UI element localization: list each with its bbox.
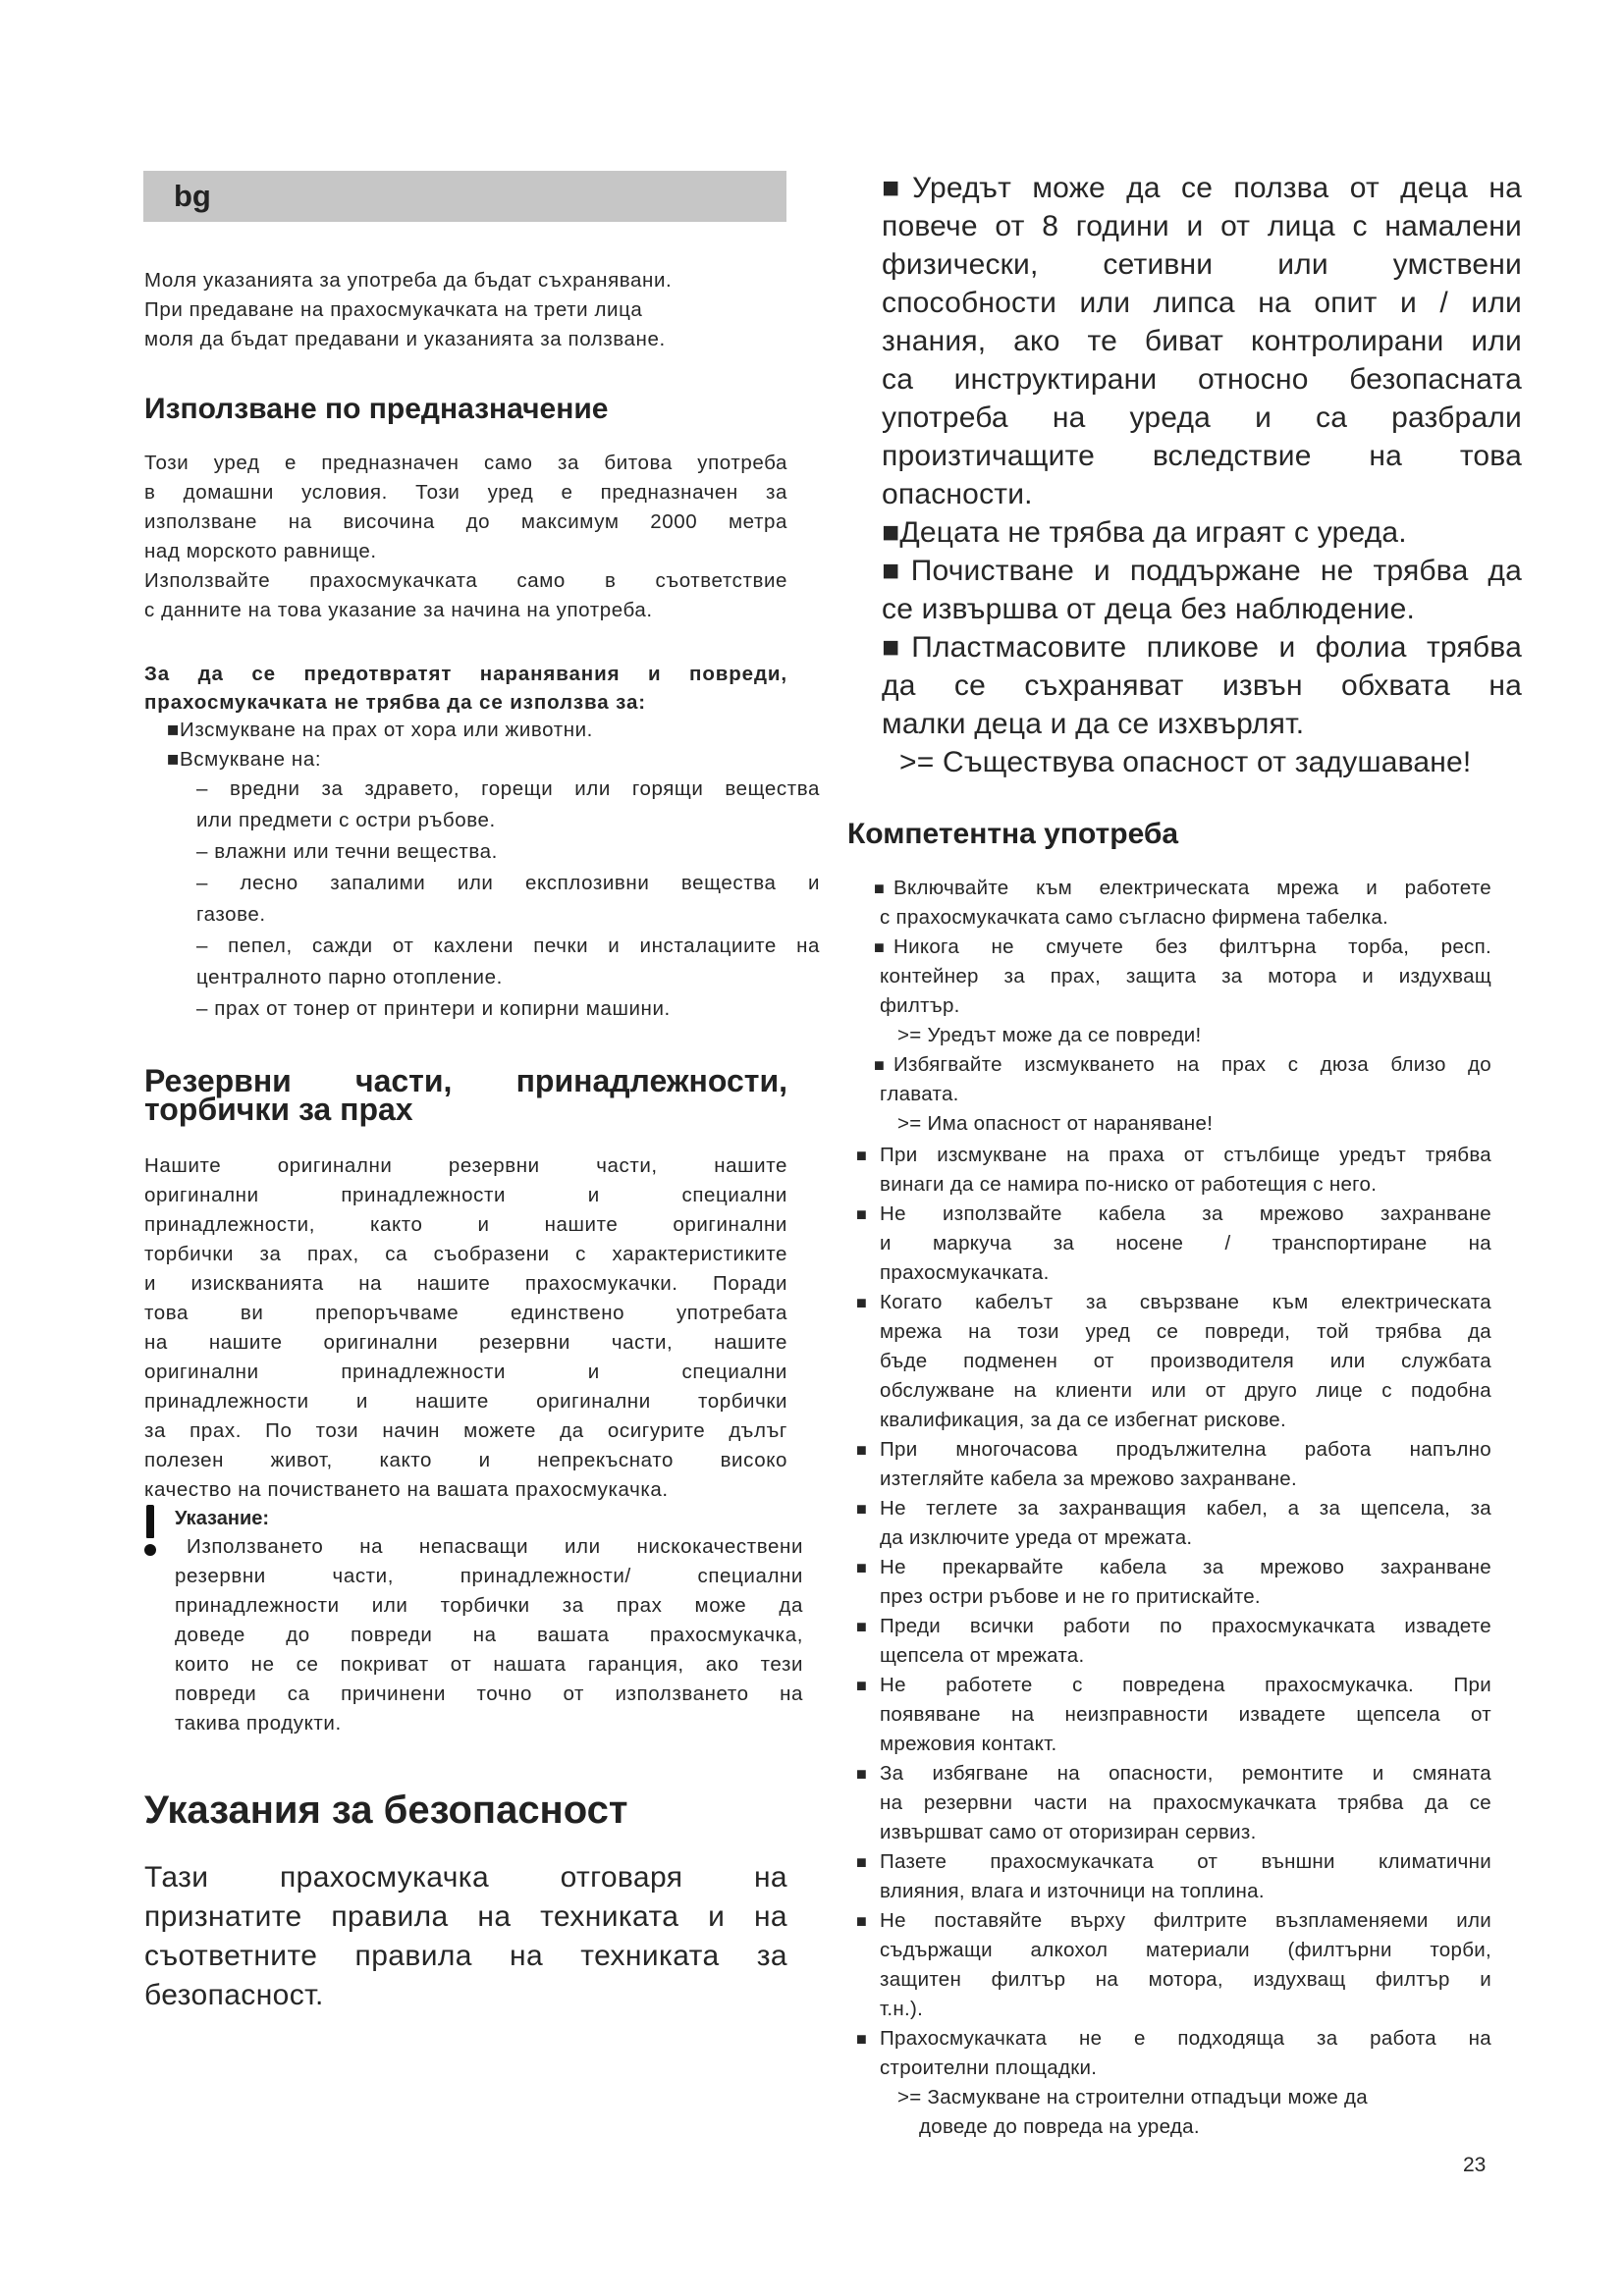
paragraph <box>882 552 1522 628</box>
text-line: мрежовия контакт. <box>880 1733 1057 1755</box>
text-line: такива продукти. <box>175 1712 342 1735</box>
text-line: Включвайте към електрическата мрежа и работете <box>893 877 1491 899</box>
paragraph <box>196 774 820 836</box>
text-line: принадлежности, както и нашите оригинални <box>144 1213 787 1236</box>
bullet-icon: ■ <box>856 2029 868 2049</box>
list-item <box>856 1553 1491 1612</box>
text-line: ■Уредът може да се ползва от деца на <box>882 172 1522 204</box>
text-line: оригинални принадлежности и специални <box>144 1361 787 1383</box>
list-item <box>874 933 1491 1021</box>
text-line: торбички за прах <box>144 1092 413 1127</box>
paragraph <box>144 1858 787 2015</box>
text-line: или предмети с остри ръбове. <box>196 809 496 831</box>
text-line: признатите правила на техниката и на <box>144 1900 787 1933</box>
text-line: винаги да се намира по-ниско от работещия с него. <box>880 1173 1378 1196</box>
bullet-icon: ■ <box>856 1558 868 1577</box>
text-line: ■Почистване и поддържане не трябва да <box>882 555 1522 587</box>
text-line: филтър. <box>880 994 960 1017</box>
competent-use-list-a <box>874 874 1491 1139</box>
text-line: За да се предотвратят наранявания и повреди, <box>144 663 787 685</box>
text-line: – прах от тонер от принтери и копирни машини. <box>196 997 671 1020</box>
list-item <box>856 1288 1491 1435</box>
intended-use-text <box>144 449 787 625</box>
text-line: способности или липса на опит и / или <box>882 287 1522 319</box>
text-line: – вредни за здравето, горещи или горящи вещества <box>196 777 820 800</box>
spare-parts-text <box>144 1151 787 1505</box>
children-safety-list <box>882 169 1522 781</box>
text-line: ■Всмукване на: <box>167 748 322 771</box>
text-line: малки деца и да се изхвърлят. <box>882 708 1305 740</box>
text-line: използване на височина до максимум 2000 метра <box>144 510 787 533</box>
list-item <box>856 1906 1491 2024</box>
text-line: Не използвайте кабела за мрежово захранване <box>880 1202 1491 1225</box>
language-tab <box>143 171 786 222</box>
language-code: bg <box>174 179 211 213</box>
list-item <box>856 2024 1491 2083</box>
text-line: – пепел, сажди от кахлени печки и инсталациите на <box>196 934 820 957</box>
text-line: При многочасова продължителна работа напълно <box>880 1438 1491 1461</box>
page-number: 23 <box>1463 2154 1487 2176</box>
prohibited-substances-list <box>196 774 820 1025</box>
text-line: съответните правила на техниката за <box>144 1940 787 1972</box>
text-line: Не теглете за захранващия кабел, а за щепсела, за <box>880 1497 1491 1520</box>
list-item <box>856 1494 1491 1553</box>
heading-safety: Указания за безопасност <box>144 1789 628 1832</box>
text-line: употреба на уреда и са разбрали <box>882 401 1522 434</box>
text-line: защитен филтър на мотора, издухващ филтър и <box>880 1968 1491 1991</box>
paragraph <box>882 513 1522 552</box>
text-line: които не се покриват от нашата гаранция, ако тези <box>175 1653 803 1676</box>
text-line: Не прекарвайте кабела за мрежово захранване <box>880 1556 1491 1578</box>
text-line: физически, сетивни или умствени <box>882 248 1522 281</box>
paragraph <box>144 566 787 625</box>
text-line: >= Съществува опасност от задушаване! <box>899 746 1472 778</box>
text-line: резервни части, принадлежности/ специални <box>175 1565 803 1587</box>
text-line: съдържащи алкохол материали (филтърни торби, <box>880 1939 1491 1961</box>
list-item <box>856 1612 1491 1671</box>
text-line: произтичащите вследствие на това <box>882 440 1522 472</box>
text-line: При предаване на прахосмукачката на трети лица <box>144 298 643 321</box>
text-line: принадлежности или торбички за прах може да <box>175 1594 803 1617</box>
bullet-icon: ■ <box>856 1852 868 1872</box>
bullet-icon: ■ <box>856 1764 868 1784</box>
text-line: за прах. По този начин можете да осигурите дълъг <box>144 1419 787 1442</box>
text-line: в домашни условия. Този уред е предназначен за <box>144 481 787 504</box>
bullet-icon: ■ <box>856 1146 868 1165</box>
paragraph <box>196 868 820 931</box>
text-line: т.н.). <box>880 1998 924 2020</box>
paragraph <box>144 1063 787 1127</box>
warning-note <box>880 1109 1491 1139</box>
text-line: полезен живот, както и непрекъснато високо <box>144 1449 787 1471</box>
list-item <box>856 1671 1491 1759</box>
text-line: >= Уредът може да се повреди! <box>897 1024 1202 1046</box>
list-item <box>856 1759 1491 1847</box>
text-line: влияния, влага и източници на топлина. <box>880 1880 1265 1902</box>
paragraph <box>144 295 787 325</box>
text-line: Не работете с повредена прахосмукачка. При <box>880 1674 1491 1696</box>
list-item <box>856 1847 1491 1906</box>
safety-intro-text <box>144 1858 787 2015</box>
text-line: принадлежности и нашите оригинални торбички <box>144 1390 787 1413</box>
list-item <box>856 1435 1491 1494</box>
bullet-icon: ■ <box>856 1676 868 1695</box>
text-line: безопасност. <box>144 1979 324 2011</box>
text-line: Резервни части, принадлежности, <box>144 1063 787 1098</box>
prohibited-use-list <box>167 716 785 774</box>
text-line: Когато кабелът за свързване към електрическата <box>880 1291 1491 1313</box>
text-line: над морското равнище. <box>144 540 377 562</box>
text-line: Избягвайте изсмукването на прах с дюза близо до <box>893 1053 1491 1076</box>
text-line: изтегляйте кабела за мрежово захранване. <box>880 1468 1298 1490</box>
text-line: знания, ако те биват контролирани или <box>882 325 1522 357</box>
prohibited-use-heading <box>144 660 787 717</box>
text-line: Използвайте прахосмукачката само в съответствие <box>144 569 787 592</box>
text-line: щепсела от мрежата. <box>880 1644 1085 1667</box>
paragraph <box>144 1151 787 1505</box>
text-line: моля да бъдат предавани и указанията за ползване. <box>144 328 666 350</box>
note-heading: Указание: <box>175 1508 270 1529</box>
text-line: и маркуча за носене / транспортиране на <box>880 1232 1491 1255</box>
warning-note <box>882 743 1522 781</box>
bullet-icon: ■ <box>856 1911 868 1931</box>
text-line: с данните на това указание за начина на употреба. <box>144 599 653 621</box>
text-line: контейнер за прах, защита за мотора и издухващ <box>880 965 1491 988</box>
paragraph <box>167 716 785 745</box>
bullet-icon: ■ <box>874 1055 886 1075</box>
text-line: ■Изсмукване на прах от хора или животни. <box>167 719 593 741</box>
text-line: Моля указанията за употреба да бъдат съхранявани. <box>144 269 673 292</box>
text-line: Не поставяйте върху филтрите възпламеняеми или <box>880 1909 1491 1932</box>
text-line: доведе до повреди на вашата прахосмукачка, <box>175 1624 803 1646</box>
text-line: Тази прахосмукачка отговаря на <box>144 1861 787 1894</box>
competent-use-list-b <box>856 1141 1491 2142</box>
text-line: бъде подменен от производителя или службата <box>880 1350 1491 1372</box>
text-line: и изискванията на нашите прахосмукачки. Поради <box>144 1272 787 1295</box>
text-line: това ви препоръчваме единствено употребата <box>144 1302 787 1324</box>
text-line: >= Има опасност от нараняване! <box>897 1112 1214 1135</box>
paragraph <box>196 931 820 993</box>
paragraph <box>196 993 820 1025</box>
text-line: доведе до повреда на уреда. <box>919 2115 1200 2138</box>
text-line: опасности. <box>882 478 1033 510</box>
bullet-icon: ■ <box>856 1617 868 1636</box>
text-line: прахосмукачката не трябва да се използва за: <box>144 691 646 714</box>
text-line: >= Засмукване на строителни отпадъци може да <box>897 2086 1369 2109</box>
text-line: централното парно отопление. <box>196 966 503 988</box>
heading-competent-use: Компетентна употреба <box>847 818 1179 850</box>
bullet-icon: ■ <box>856 1293 868 1312</box>
text-line: торбички за прах, са съобразени с характеристиките <box>144 1243 787 1265</box>
text-line: се извършва от деца без наблюдение. <box>882 593 1416 625</box>
paragraph <box>144 449 787 566</box>
text-line: – лесно запалими или експлозивни вещества и <box>196 872 820 894</box>
bullet-icon: ■ <box>874 937 886 957</box>
text-line: – влажни или течни вещества. <box>196 840 498 863</box>
heading-spare-parts <box>144 1063 787 1127</box>
text-line: квалификация, за да се избегнат рискове. <box>880 1409 1286 1431</box>
warning-note <box>880 2083 1491 2142</box>
text-line: За избягване на опасности, ремонтите и смяната <box>880 1762 1491 1785</box>
text-line: на резервни части на прахосмукачката трябва да се <box>880 1791 1491 1814</box>
text-line: мрежа на този уред се повреди, той трябва да <box>880 1320 1491 1343</box>
text-line: качество на почистването на вашата прахосмукачка. <box>144 1478 669 1501</box>
bullet-icon: ■ <box>856 1499 868 1519</box>
text-line: да се съхраняват извън обхвата на <box>882 669 1522 702</box>
heading-intended-use: Използване по предназначение <box>144 393 609 425</box>
text-line: ■Децата не трябва да играят с уреда. <box>882 516 1407 549</box>
bullet-icon: ■ <box>856 1440 868 1460</box>
text-line: с прахосмукачката само съгласно фирмена табелка. <box>880 906 1389 929</box>
paragraph <box>144 266 787 295</box>
text-line: Използването на непасващи или нискокачествени <box>187 1535 803 1558</box>
paragraph <box>167 745 785 774</box>
warning-note <box>880 1021 1491 1050</box>
text-line: Този уред е предназначен само за битова употреба <box>144 452 787 474</box>
bullet-icon: ■ <box>874 879 886 898</box>
text-line: ■Пластмасовите пликове и фолиа трябва <box>882 631 1522 664</box>
text-line: повреди са причинени точно от използването на <box>175 1682 803 1705</box>
text-line: Никога не смучете без филтърна торба, респ. <box>893 935 1491 958</box>
text-line: Пазете прахосмукачката от външни климатични <box>880 1850 1491 1873</box>
text-line: появяване на неизправности извадете щепсела от <box>880 1703 1491 1726</box>
text-line: газове. <box>196 903 266 926</box>
note-text <box>175 1532 803 1738</box>
intro-text <box>144 266 787 354</box>
bullet-icon: ■ <box>856 1204 868 1224</box>
list-item <box>874 874 1491 933</box>
paragraph <box>882 169 1522 513</box>
text-line: При изсмукване на праха от стълбище уредът трябва <box>880 1144 1491 1166</box>
text-line: Преди всички работи по прахосмукачката извадете <box>880 1615 1491 1637</box>
list-item <box>856 1200 1491 1288</box>
paragraph <box>196 836 820 868</box>
text-line: Прахосмукачката не е подходяща за работа на <box>880 2027 1491 2050</box>
text-line: главата. <box>880 1083 959 1105</box>
text-line: строителни площадки. <box>880 2056 1098 2079</box>
paragraph <box>144 660 787 717</box>
text-line: Нашите оригинални резервни части, нашите <box>144 1154 787 1177</box>
text-line: повече от 8 години и от лица с намалени <box>882 210 1522 242</box>
list-item <box>856 1141 1491 1200</box>
text-line: оригинални принадлежности и специални <box>144 1184 787 1206</box>
text-line: прахосмукачката. <box>880 1261 1050 1284</box>
paragraph <box>882 628 1522 743</box>
text-line: на нашите оригинални резервни части, нашите <box>144 1331 787 1354</box>
text-line: да изключите уреда от мрежата. <box>880 1526 1193 1549</box>
paragraph <box>144 325 787 354</box>
text-line: през остри ръбове и не го притискайте. <box>880 1585 1261 1608</box>
list-item <box>874 1050 1491 1109</box>
exclamation-icon <box>143 1505 157 1560</box>
paragraph <box>175 1532 803 1738</box>
text-line: са инструктирани относно безопасната <box>882 363 1522 396</box>
text-line: обслужване на клиенти или от друго лице с подобна <box>880 1379 1491 1402</box>
text-line: извършват само от оторизиран сервиз. <box>880 1821 1257 1843</box>
